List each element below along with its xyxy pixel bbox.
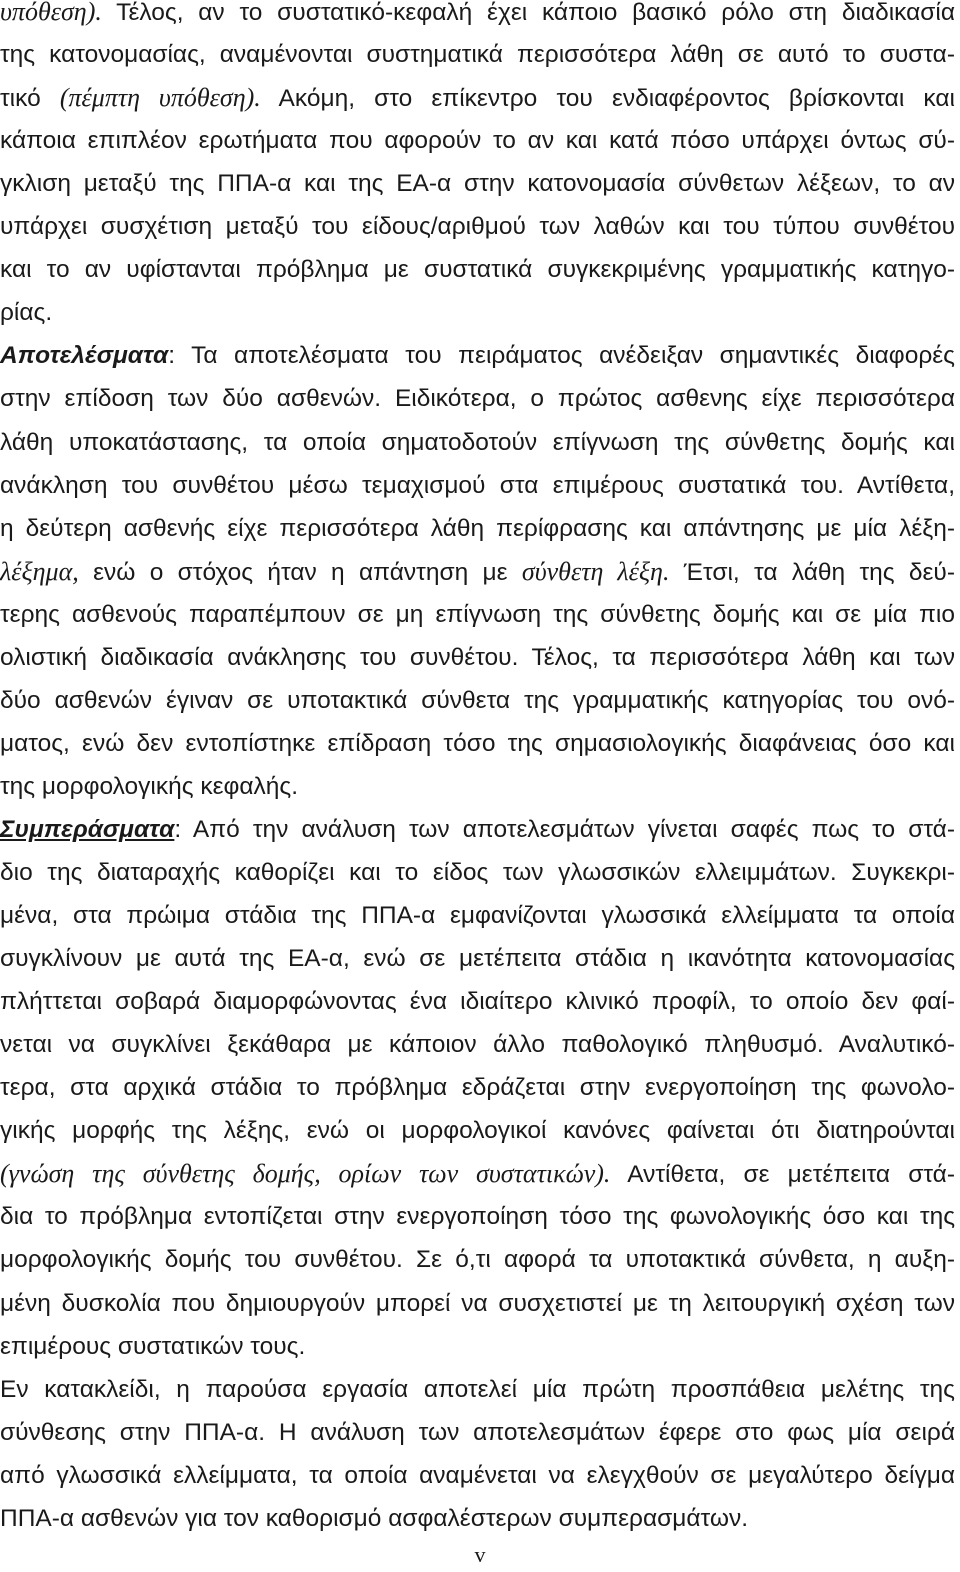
- text-line: [0, 466, 955, 506]
- text-run: Ακόμη, στο επίκεντρο του ενδιαφέροντος βρίσκονται και: [260, 85, 955, 113]
- text-run: η δεύτερη ασθενής είχε περισσότερα λάθη περίφρασης και απάντησης με μία λέξη-: [0, 514, 955, 542]
- text-line: [0, 35, 955, 75]
- text-run: Αντίθετα, σε μετέπειτα στά-: [610, 1161, 955, 1189]
- text-line: [0, 1068, 955, 1108]
- emphasis-text: (πέμπτη υπόθεση).: [59, 83, 261, 113]
- text-run: νεται να συγκλίνει ξεκάθαρα με κάποιον άλλο παθολογικό πληθυσμό. Αναλυτικό-: [0, 1031, 955, 1059]
- text-line: [0, 638, 955, 678]
- text-line: [0, 681, 955, 721]
- page-number: v: [474, 1542, 486, 1567]
- text-line: [0, 1025, 955, 1065]
- text-run: Εν κατακλείδι, η παρούσα εργασία αποτελεί μία πρώτη προσπάθεια μελέτης της: [0, 1375, 955, 1403]
- text-line: [0, 1413, 955, 1453]
- text-line: [0, 207, 955, 247]
- text-line: [0, 78, 955, 118]
- text-run: τερα, στα αρχικά στάδια το πρόβλημα εδράζεται στην ενεργοποίηση της φωνολο-: [0, 1074, 955, 1102]
- text-line: [0, 1456, 955, 1496]
- text-run: συγκλίνουν με αυτά της ΕΑ-α, ενώ σε μετέπειτα στάδια η ικανότητα κατονομασίας: [0, 945, 955, 973]
- text-line: [0, 336, 955, 376]
- text-run: πλήττεται σοβαρά διαμορφώνοντας ένα ιδιαίτερο κλινικό προφίλ, το οποίο δεν φαί-: [0, 988, 955, 1016]
- text-run: γικής μορφής της λέξης, ενώ οι μορφολογικοί κανόνες φαίνεται ότι διατηρούνται: [0, 1117, 955, 1145]
- text-run: ματος, ενώ δεν εντοπίστηκε επίδραση τόσο της σημασιολογικής διαφάνειας όσο και: [0, 729, 955, 757]
- text-run: μένα, στα πρώιμα στάδια της ΠΠΑ-α εμφανίζονται γλωσσικά ελλείμματα τα οποία: [0, 902, 955, 930]
- text-run: υπάρχει συσχέτιση μεταξύ του είδους/αριθμού των λαθών και του τύπου συνθέτου: [0, 213, 955, 241]
- text-run: ρίας.: [0, 299, 53, 327]
- text-run: : Τα αποτελέσματα του πειράματος ανέδειξαν σημαντικές διαφορές: [168, 342, 955, 370]
- text-line: [0, 724, 955, 764]
- text-line: [0, 121, 955, 161]
- text-run: ολιστική διαδικασία ανάκλησης του συνθέτου. Τέλος, τα περισσότερα λάθη και των: [0, 643, 955, 671]
- text-line: [0, 1327, 955, 1367]
- emphasis-text: σύνθετη λέξη.: [521, 556, 670, 586]
- text-line: [0, 1240, 955, 1280]
- emphasis-text: λέξημα,: [0, 556, 79, 586]
- text-line: [0, 982, 955, 1022]
- text-run: ΠΠΑ-α ασθενών για τον καθορισμό ασφαλέστερων συμπερασμάτων.: [0, 1504, 749, 1532]
- emphasis-text: Αποτελέσματα: [0, 342, 169, 370]
- text-line: [0, 509, 955, 549]
- text-run: και το αν υφίστανται πρόβλημα με συστατικά συγκεκριμένης γραμματικής κατηγο-: [0, 256, 955, 284]
- text-run: Τέλος, αν το συστατικό-κεφαλή έχει κάποιο βασικό ρόλο στη διαδικασία: [101, 0, 955, 26]
- text-line: [0, 250, 955, 290]
- text-run: στην επίδοση των δύο ασθενών. Ειδικότερα, ο πρώτος ασθενης είχε περισσότερα: [0, 385, 955, 413]
- text-run: μορφολογικής δομής του συνθέτου. Σε ό,τι αφορά τα υποτακτικά σύνθετα, η αυξη-: [0, 1246, 955, 1274]
- text-run: διο της διαταραχής καθορίζει και το είδος των γλωσσικών ελλειμμάτων. Συγκεκρι-: [0, 859, 955, 886]
- text-line: [0, 810, 955, 850]
- text-line: [0, 595, 955, 635]
- text-line: [0, 853, 955, 893]
- text-line: [0, 552, 955, 592]
- text-line: [0, 1499, 955, 1539]
- text-line: [0, 767, 955, 807]
- text-line: [0, 1154, 955, 1194]
- text-run: επιμέρους συστατικών τους.: [0, 1332, 306, 1360]
- text-run: της κατονομασίας, αναμένονται συστηματικά περισσότερα λάθη σε αυτό το συστα-: [0, 41, 955, 69]
- text-run: σύνθεσης στην ΠΠΑ-α. Η ανάλυση των αποτελεσμάτων έφερε στο φως μία σειρά: [0, 1418, 955, 1446]
- text-run: ενώ ο στόχος ήταν η απάντηση με: [78, 558, 522, 586]
- text-line: [0, 939, 955, 979]
- text-line: [0, 1111, 955, 1151]
- text-line: [0, 1284, 955, 1324]
- text-run: λάθη υποκατάστασης, τα οποία σηματοδοτούν επίγνωση της σύνθετης δομής και: [0, 428, 955, 456]
- text-run: τικό: [0, 85, 60, 113]
- text-line: [0, 423, 955, 463]
- text-line: [0, 164, 955, 204]
- text-run: τερης ασθενούς παραπέμπουν σε μη επίγνωση της σύνθετης δομής και σε μία πιο: [0, 600, 955, 628]
- emphasis-text: (γνώση της σύνθετης δομής, ορίων των συστατικών).: [0, 1159, 611, 1189]
- text-run: Έτσι, τα λάθη της δεύ-: [669, 558, 955, 586]
- text-run: δύο ασθενών έγιναν σε υποτακτικά σύνθετα της γραμματικής κατηγορίας του ονό-: [0, 686, 955, 714]
- text-run: μένη δυσκολία που δημιουργούν μπορεί να συσχετιστεί με τη λειτουργική σχέση των: [0, 1289, 955, 1317]
- emphasis-text: Συμπεράσματα: [0, 815, 175, 843]
- text-line: [0, 379, 955, 419]
- text-run: δια το πρόβλημα εντοπίζεται στην ενεργοποίηση τόσο της φωνολογικής όσο και της: [0, 1203, 955, 1231]
- text-line: [0, 1370, 955, 1410]
- text-run: ανάκληση του συνθέτου μέσω τεμαχισμού στα επιμέρους συστατικά του. Αντίθετα,: [0, 471, 955, 499]
- text-line: [0, 293, 955, 333]
- text-run: γκλιση μεταξύ της ΠΠΑ-α και της ΕΑ-α στην κατονομασία σύνθετων λέξεων, το αν: [0, 170, 955, 198]
- text-run: : Από την ανάλυση των αποτελεσμάτων γίνεται σαφές πως το στά-: [174, 815, 955, 843]
- text-line: [0, 0, 955, 32]
- text-line: [0, 896, 955, 936]
- text-run: από γλωσσικά ελλείμματα, τα οποία αναμένεται να ελεγχθούν σε μεγαλύτερο δείγμα: [0, 1461, 955, 1489]
- text-line: [0, 1197, 955, 1237]
- text-run: κάποια επιπλέον ερωτήματα που αφορούν το αν και κατά πόσο υπάρχει όντως σύ-: [0, 127, 955, 155]
- text-run: της μορφολογικής κεφαλής.: [0, 772, 299, 800]
- emphasis-text: υπόθεση).: [0, 0, 102, 26]
